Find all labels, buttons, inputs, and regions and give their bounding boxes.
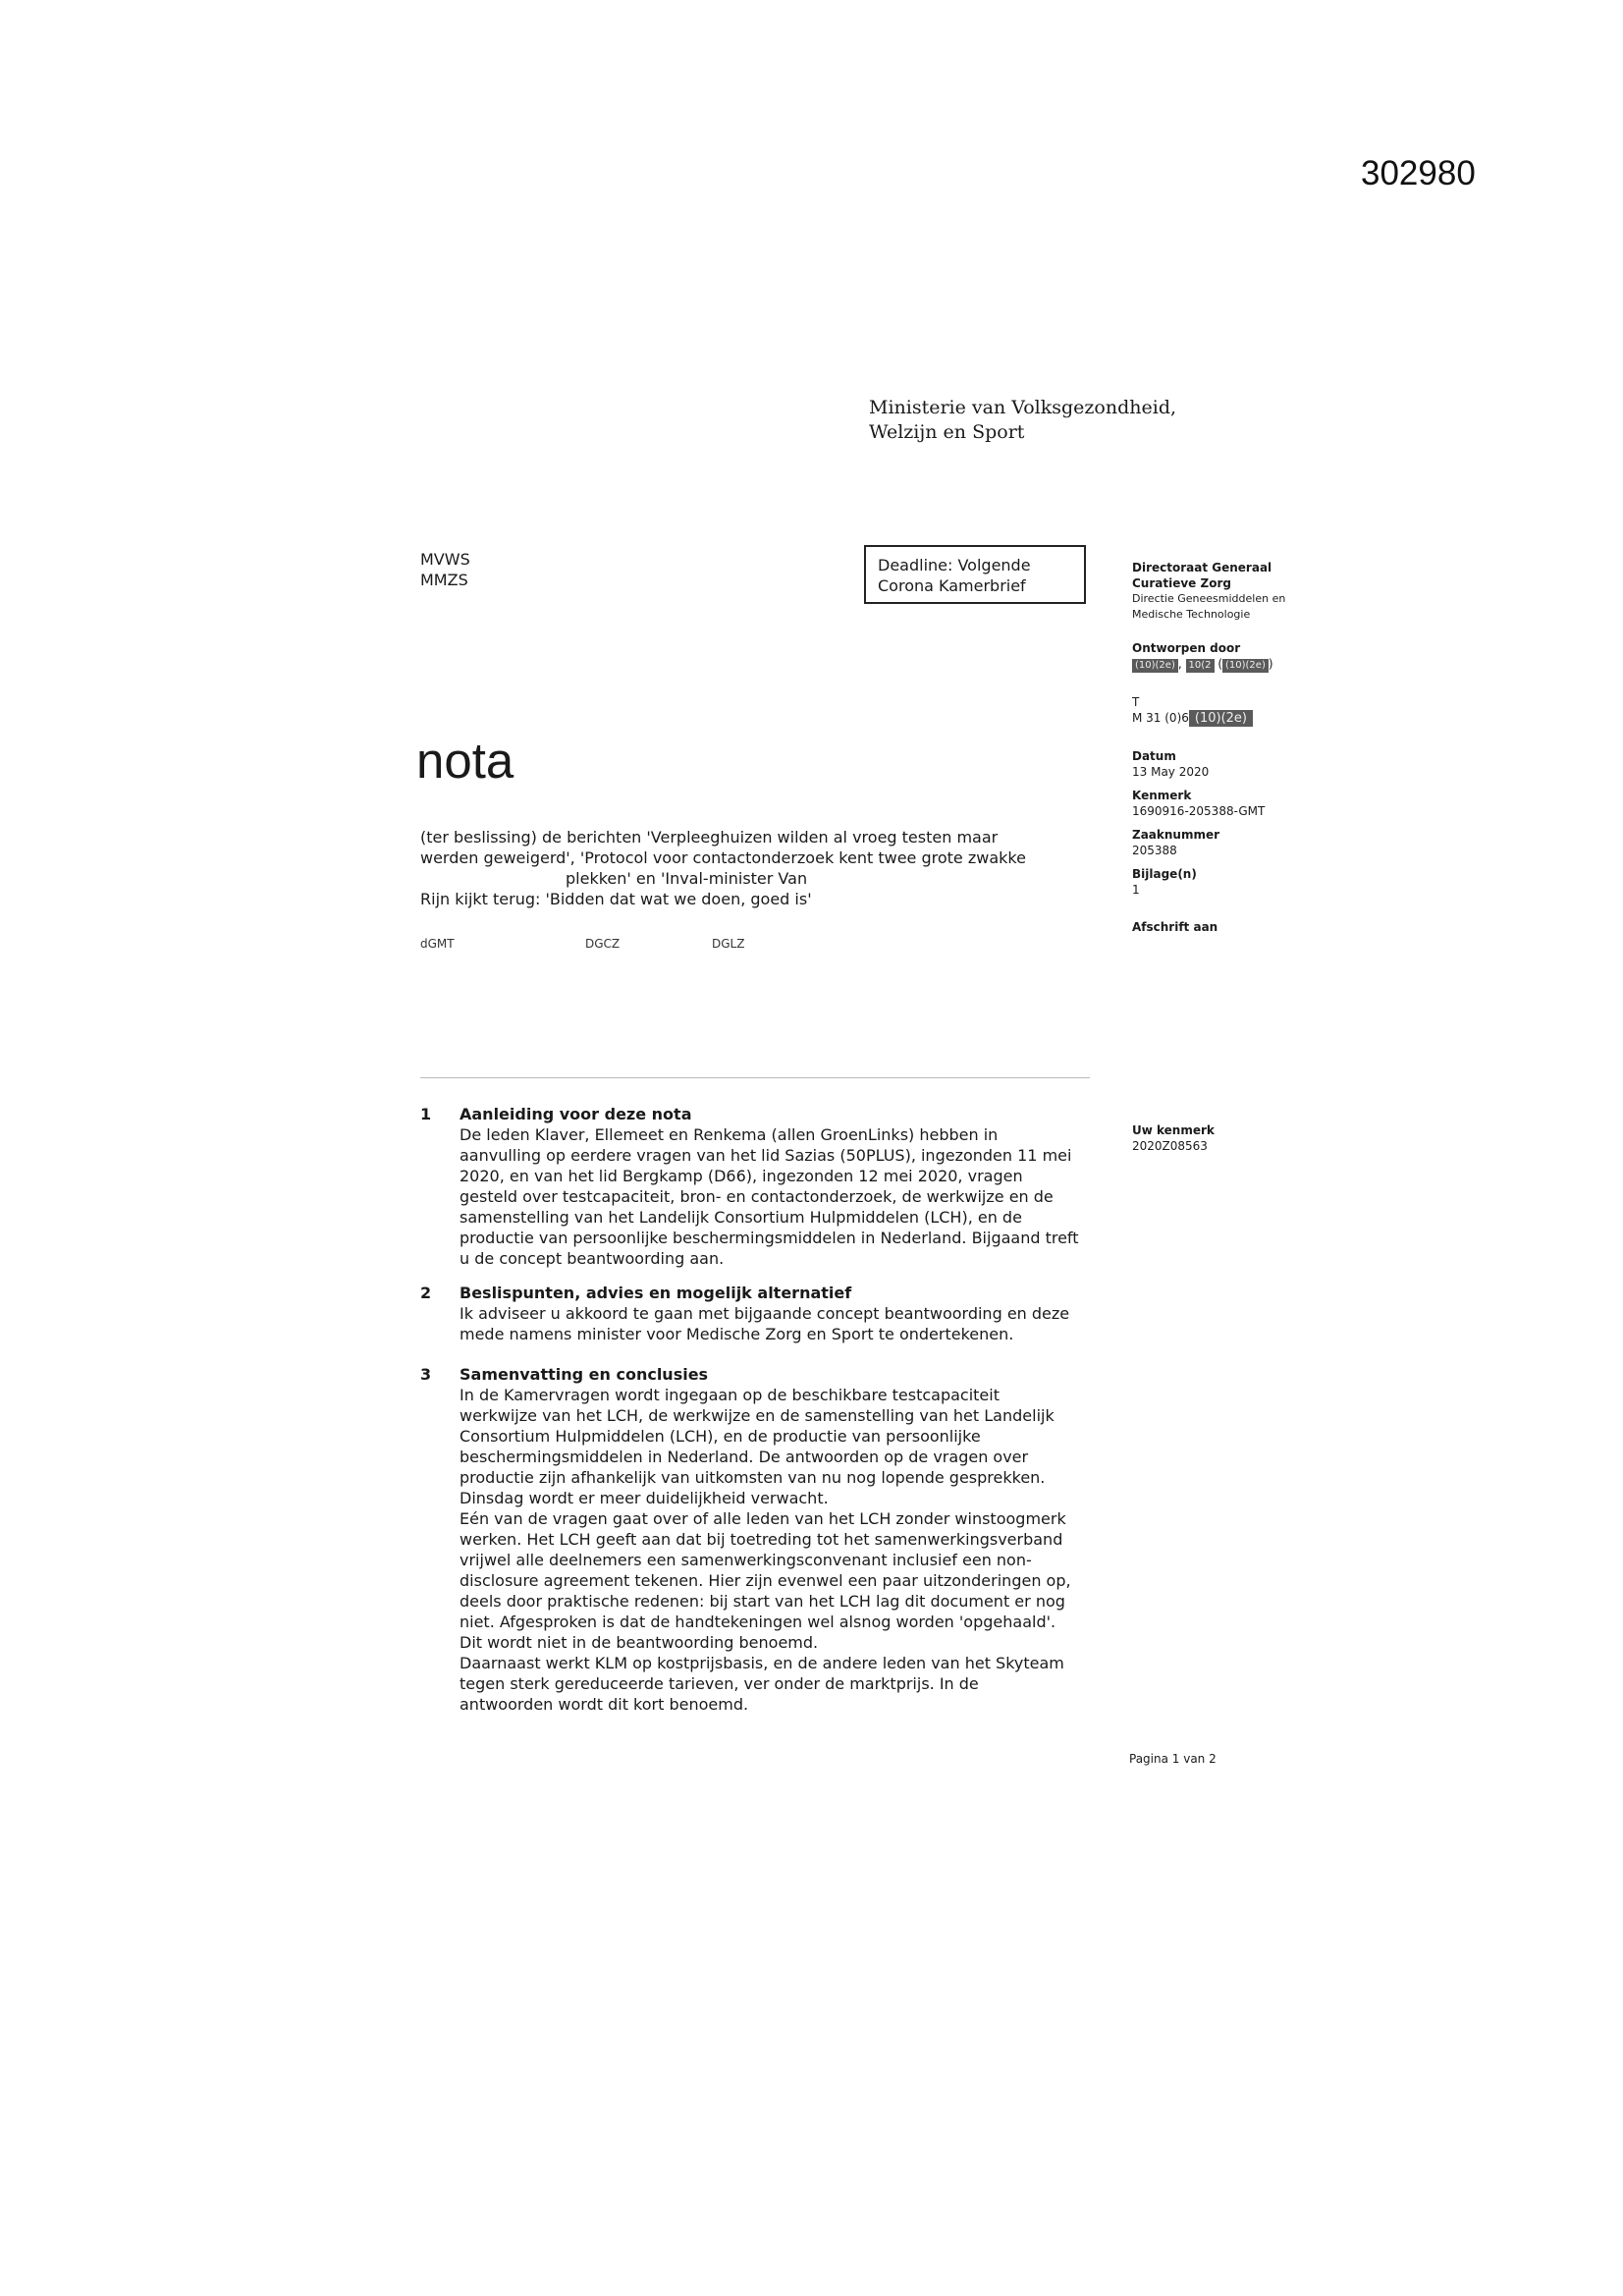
section-title: Beslispunten, advies en mogelijk alternatief — [460, 1284, 852, 1302]
paragraph-line: Dinsdag wordt er meer duidelijkheid verwacht. — [460, 1489, 829, 1507]
section-title: Aanleiding voor deze nota — [460, 1105, 692, 1123]
subject-line: (ter beslissing) de berichten 'Verpleeghuizen wilden al vroeg testen maar — [420, 828, 999, 847]
paragraph-line: productie zijn afhankelijk van uitkomsten van nu nog lopende gesprekken. — [460, 1468, 1046, 1487]
subject-line: werden geweigerd', 'Protocol voor contactonderzoek kent twee grote zwakke — [420, 848, 1026, 867]
sidebar-org-line4: Medische Technologie — [1132, 608, 1251, 621]
paragraph-line: aanvulling op eerdere vragen van het lid Sazias (50PLUS), ingezonden 11 mei — [460, 1146, 1072, 1165]
deadline-line1: Deadline: Volgende — [878, 556, 1031, 574]
paragraph-line: gesteld over testcapaciteit, bron- en contactonderzoek, de werkwijze en de — [460, 1187, 1054, 1206]
date-label: Datum — [1132, 749, 1176, 763]
paragraph-line: Daarnaast werkt KLM op kostprijsbasis, en de andere leden van het Skyteam — [460, 1654, 1064, 1672]
paragraph-line: beschermingsmiddelen in Nederland. De antwoorden op de vragen over — [460, 1448, 1029, 1466]
paragraph-line: Consortium Hulpmiddelen (LCH), en de productie van persoonlijke — [460, 1427, 981, 1446]
paragraph-line: productie van persoonlijke beschermingsmiddelen in Nederland. Bijgaand treft — [460, 1229, 1079, 1247]
subject-line: Rijn kijkt terug: 'Bidden dat wat we doen, goed is' — [420, 890, 812, 908]
paragraph-line: u de concept beantwoording aan. — [460, 1249, 725, 1268]
phone-t: T — [1132, 695, 1140, 709]
paragraph-line: niet. Afgesproken is dat de handtekeningen wel alsnog worden 'opgehaald'. — [460, 1613, 1056, 1631]
uw-kenmerk-value: 2020Z08563 — [1132, 1139, 1208, 1153]
paragraph-line: Eén van de vragen gaat over of alle leden van het LCH zonder winstoogmerk — [460, 1509, 1066, 1528]
bijlage-label: Bijlage(n) — [1132, 867, 1197, 881]
sidebar-org-line3: Directie Geneesmiddelen en — [1132, 592, 1286, 605]
deadline-box — [864, 545, 1086, 604]
paragraph-line: deels door praktische redenen: bij start van het LCH lag dit document er nog — [460, 1592, 1065, 1611]
ministry-name-line2: Welzijn en Sport — [869, 421, 1025, 443]
paragraph-line: werken. Het LCH geeft aan dat bij toetreding tot het samenwerkingsverband — [460, 1530, 1063, 1549]
recipient: MVWS — [420, 550, 470, 569]
divider — [420, 1077, 1090, 1078]
kenmerk-value: 1690916-205388-GMT — [1132, 804, 1266, 818]
bijlage-value: 1 — [1132, 883, 1140, 897]
paragraph-line: In de Kamervragen wordt ingegaan op de beschikbare testcapaciteit — [460, 1386, 1000, 1404]
zaaknummer-label: Zaaknummer — [1132, 828, 1220, 842]
section-2 — [420, 1283, 1108, 1344]
recipients — [420, 549, 470, 590]
page-number: Pagina 1 van 2 — [1129, 1752, 1217, 1766]
designed-by-label: Ontworpen door — [1132, 641, 1241, 655]
section-title: Samenvatting en conclusies — [460, 1365, 709, 1384]
paragraph-line: tegen sterk gereduceerde tarieven, ver onder de marktprijs. In de — [460, 1674, 979, 1693]
ministry-name-line1: Ministerie van Volksgezondheid, — [869, 397, 1177, 418]
sidebar — [1132, 560, 1285, 935]
section-number: 2 — [420, 1284, 432, 1302]
deadline-line2: Corona Kamerbrief — [878, 576, 1026, 595]
initial-dglz: DGLZ — [712, 937, 745, 951]
section-number: 3 — [420, 1365, 432, 1384]
section-1 — [420, 1104, 1108, 1269]
subject-line: plekken' en 'Inval-minister Van — [566, 869, 808, 888]
redaction: (10)(2e) — [1222, 659, 1269, 673]
subject — [420, 827, 1108, 909]
paragraph-line: Dit wordt niet in de beantwoording benoemd. — [460, 1633, 819, 1652]
section-number: 1 — [420, 1105, 432, 1123]
paragraph-line: De leden Klaver, Ellemeet en Renkema (allen GroenLinks) hebben in — [460, 1125, 999, 1144]
sidebar-org-line2: Curatieve Zorg — [1132, 576, 1231, 590]
document-title: nota — [416, 733, 514, 789]
paragraph-line: werkwijze van het LCH, de werkwijze en de samenstelling van het Landelijk — [460, 1406, 1055, 1425]
paragraph-line: mede namens minister voor Medische Zorg en Sport te ondertekenen. — [460, 1325, 1014, 1343]
redaction: 10(2 — [1186, 659, 1215, 673]
zaaknummer-value: 205388 — [1132, 844, 1177, 857]
uw-kenmerk — [1132, 1122, 1215, 1154]
phone-m — [1132, 710, 1285, 727]
paragraph-line: antwoorden wordt dit kort benoemd. — [460, 1695, 749, 1714]
phone-m-label: M 31 (0)6 — [1132, 711, 1189, 725]
afschrift-label: Afschrift aan — [1132, 920, 1218, 934]
ministry-name — [869, 396, 1176, 445]
paragraph-line: Ik adviseer u akkoord te gaan met bijgaande concept beantwoording en deze — [460, 1304, 1070, 1323]
designed-by-redacted: (10)(2e) , 10(2 ( (10)(2e) ) — [1132, 656, 1285, 673]
recipient: MMZS — [420, 571, 468, 589]
paragraph-line: disclosure agreement tekenen. Hier zijn evenwel een paar uitzonderingen op, — [460, 1571, 1071, 1590]
uw-kenmerk-label: Uw kenmerk — [1132, 1123, 1215, 1137]
redaction: (10)(2e) — [1189, 710, 1253, 727]
redaction: (10)(2e) — [1132, 659, 1178, 673]
initial-dgcz: DGCZ — [585, 937, 621, 951]
paragraph-line: samenstelling van het Landelijk Consortium Hulpmiddelen (LCH), en de — [460, 1208, 1022, 1227]
paragraph-line: 2020, en van het lid Bergkamp (D66), ingezonden 12 mei 2020, vragen — [460, 1167, 1023, 1185]
date-value: 13 May 2020 — [1132, 765, 1210, 779]
paragraph-line: vrijwel alle deelnemers een samenwerkingsconvenant inclusief een non- — [460, 1551, 1032, 1569]
kenmerk-label: Kenmerk — [1132, 789, 1192, 802]
initial-dgmt: dGMT — [420, 937, 455, 951]
sidebar-org-line1: Directoraat Generaal — [1132, 561, 1272, 574]
section-3 — [420, 1364, 1108, 1715]
document-number: 302980 — [1361, 154, 1476, 192]
